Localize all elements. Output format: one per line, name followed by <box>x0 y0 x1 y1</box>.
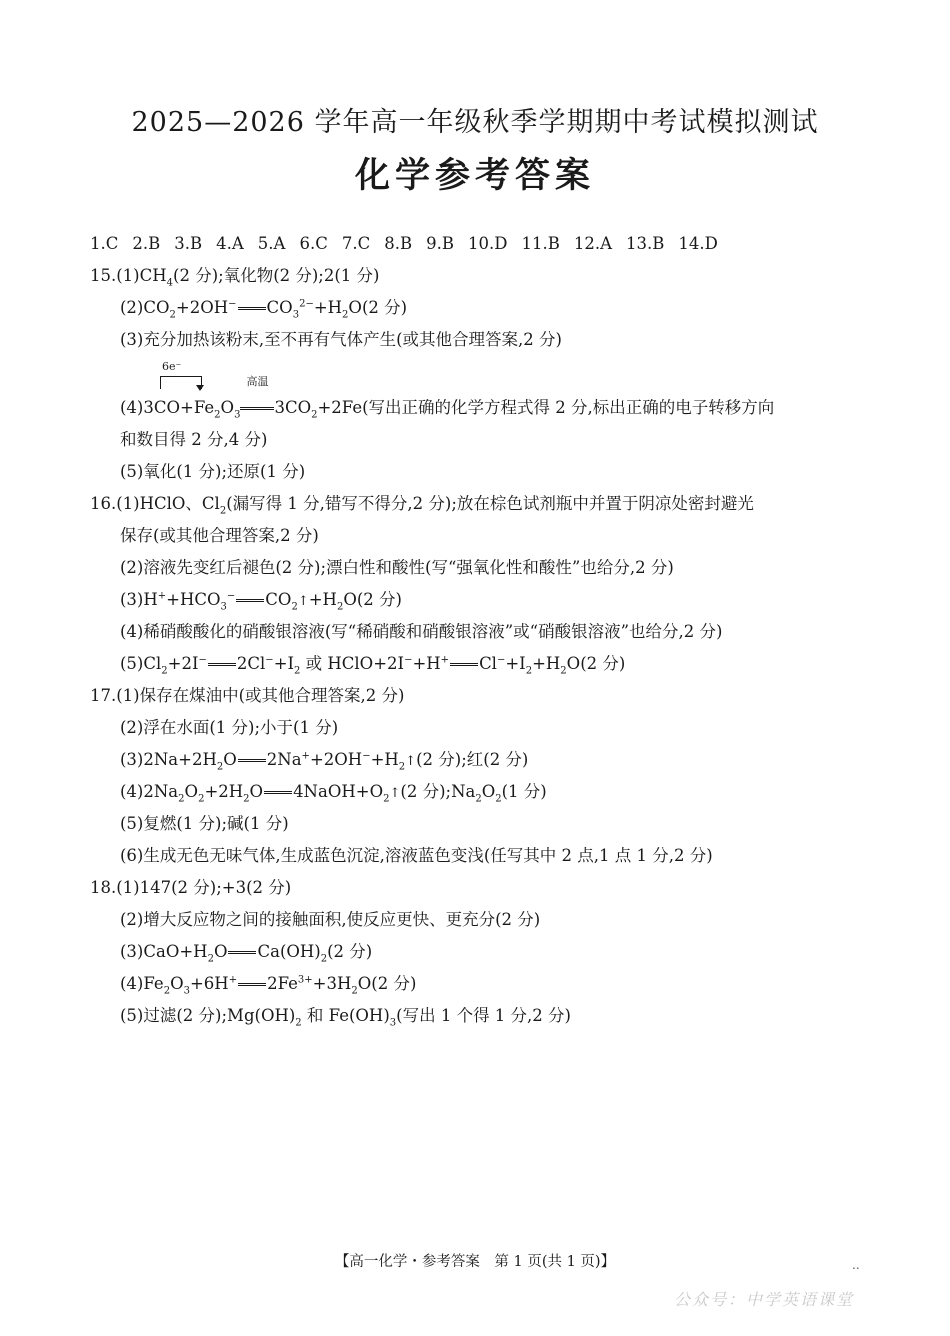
q15-part3: (3)充分加热该粉末,至不再有气体产生(或其他合理答案,2 分) <box>120 330 562 349</box>
choice-answer: 3.B <box>174 234 203 253</box>
q16-part1: 16.(1)HClO、$Cl_2$(漏写得 1 分,错写不得分,2 分);放在棕色试剂瓶中并置于阴凉处密封避光 <box>90 494 754 517</box>
electron-count-label: 6e⁻ <box>162 360 182 373</box>
q18-part3: $(3)CaO+H_2O$ $Ca(OH)_2(2$ 分) <box>120 942 373 965</box>
choice-answer: 12.A <box>573 234 612 253</box>
q17-part2: (2)浮在水面(1 分);小于(1 分) <box>120 718 339 737</box>
q16-part1-cont: 保存(或其他合理答案,2 分) <box>120 526 319 545</box>
choice-answer: 9.B <box>426 234 454 253</box>
q16-part2: (2)溶液先变红后褪色(2 分);漂白性和酸性(写“强氧化性和酸性”也给分,2 分) <box>120 558 674 577</box>
answer-content <box>90 228 870 1032</box>
choice-answer: 11.B <box>521 234 560 253</box>
q17-part1: 17.(1)保存在煤油中(或其他合理答案,2 分) <box>90 686 405 705</box>
choice-answer: 2.B <box>132 234 161 253</box>
choice-answer: 13.B <box>625 234 665 253</box>
choice-answer: 10.D <box>467 234 508 253</box>
choice-answer: 1.C <box>90 234 119 253</box>
q15-part1: $15.(1)CH_4(2$ 分);氧化物(2 分);2(1 分) <box>90 266 380 289</box>
q18-part1: 18.(1)147(2 分);+3(2 分) <box>90 878 292 897</box>
exam-title: 2025—2026 学年高一年级秋季学期期中考试模拟测试 <box>131 107 819 138</box>
arrow-down-icon <box>196 385 204 391</box>
q18-part2: (2)增大反应物之间的接触面积,使反应更快、更充分(2 分) <box>120 910 541 929</box>
q17-part4: $(4)2Na_2O_2+2H_2O$ $4NaOH+O_2↑(2$ 分)$;Na_2O_2(1$ 分) <box>120 782 547 805</box>
q15-part5: (5)氧化(1 分);还原(1 分) <box>120 462 306 481</box>
q18-part4: $(4)Fe_2O_3+6H^+$ $2Fe^{3+}+3H_2O(2$ 分) <box>120 974 417 997</box>
answer-key-title: 化学参考答案 <box>354 156 595 196</box>
q18-part5: (5)过滤(2 分)$;Mg(OH)_2$ 和 $Fe(OH)_3$(写出 1 个得 1 分,2 分) <box>120 1006 571 1029</box>
q17-part3: $(3)2Na+2H_2O$ $2Na^++2OH^-+H_2↑(2$ 分);红(2 分) <box>120 750 529 773</box>
q17-part5: (5)复燃(1 分);碱(1 分) <box>120 814 289 833</box>
choice-answer: 7.C <box>341 234 371 253</box>
electron-transfer-mark <box>90 356 870 392</box>
choice-answer: 14.D <box>678 234 718 253</box>
q15-part2: $(2)CO_2+2OH^-$ $CO_3^{2-}+H_2O(2$ 分) <box>120 298 408 321</box>
choice-answer: 8.B <box>384 234 413 253</box>
q15-part4: $(4)3CO+Fe_2O_3$ 高温 $3CO_2+2Fe$(写出正确的化学方程式得 2 分,标出正确的电子转移方向 <box>120 375 775 421</box>
watermark: 公众号：中学英语课堂 <box>674 1290 855 1309</box>
choice-answer: 5.A <box>257 234 286 253</box>
reaction-condition: 高温 <box>246 375 269 388</box>
choice-answer: 6.C <box>299 234 328 253</box>
footer-dots: .. <box>852 1258 860 1272</box>
choice-answer: 4.A <box>216 234 244 253</box>
q17-part6: (6)生成无色无味气体,生成蓝色沉淀,溶液蓝色变浅(任写其中 2 点,1 点 1 分,2 分) <box>120 846 713 865</box>
q15-part4-cont: 和数目得 2 分,4 分) <box>120 430 268 449</box>
q16-part4: (4)稀硝酸酸化的硝酸银溶液(写“稀硝酸和硝酸银溶液”或“硝酸银溶液”也给分,2 分) <box>120 622 723 641</box>
q16-part5: $(5)Cl_2+2I^-$ $2Cl^-+I_2$ 或 HClO+2I−+H+ $Cl^-+I_2+H_2O(2$ 分) <box>120 654 626 677</box>
q16-part3: $(3)H^++HCO_3^-$ $CO_2↑+H_2O(2$ 分) <box>120 590 402 613</box>
choice-answers <box>90 228 870 260</box>
page-footer: 【高一化学・参考答案 第 1 页(共 1 页)】 <box>334 1254 616 1270</box>
